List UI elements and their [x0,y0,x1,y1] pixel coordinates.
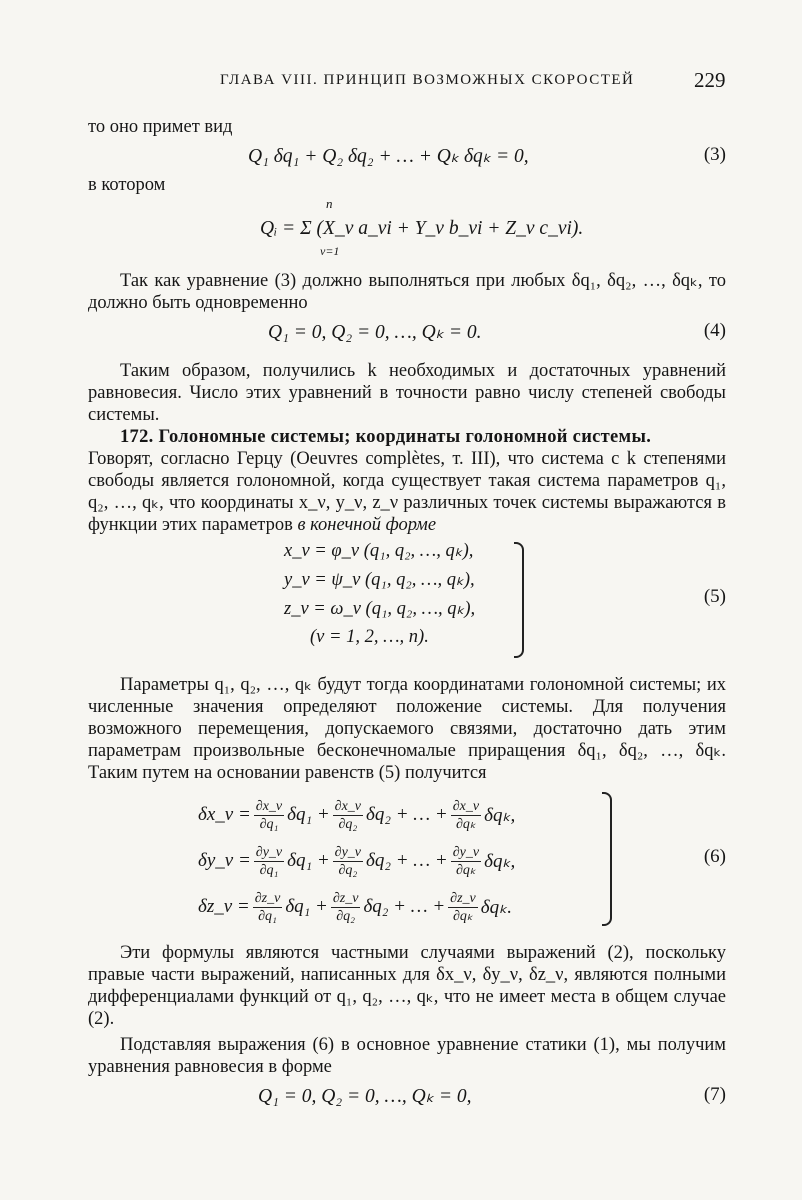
equation-6-rows [198,792,515,930]
fraction [333,798,363,833]
fraction [253,890,283,925]
term: δq₂ + … + [366,850,448,871]
numerator: ∂z_ν [450,890,476,906]
lhs: δy_ν = [198,850,251,871]
term: δqₖ. [480,896,512,918]
paragraph: то оно примет вид [88,117,233,137]
term: δq₁ + [287,850,330,871]
equation-number: (6) [703,846,726,867]
term: δq₂ + … + [363,896,446,917]
equation-6-row [198,792,515,838]
equation-3-body: Q₁ δq₁ + Q₂ δq₂ + … + Qₖ δqₖ = 0, [248,146,529,167]
numerator: ∂y_ν [255,844,283,860]
fraction [333,844,363,879]
page-number: 229 [694,68,726,92]
equation-5-rows [284,540,475,656]
term: δqₖ, [484,850,516,872]
sum-equation [88,196,726,262]
denominator: ∂qₖ [455,816,476,832]
fraction [451,798,481,833]
numerator: ∂y_ν [334,844,362,860]
fraction [254,844,284,879]
paragraph: Таким образом, получились k необходимых и достаточных уравнений равновесия. Число этих уравнений в точности равно числу степеней свободы системы. [88,361,726,425]
lhs: δx_ν = [198,804,251,825]
term: δq₂ + … + [366,804,448,825]
paragraph: Параметры q₁, q₂, …, qₖ будут тогда координатами голономной системы; их численные значения определяют положение системы. Для получения возможного перемещения, допускаемого связями, достаточно дать этим параметрам произвольные бесконечномалые приращения δq₁, δq₂, …, δqₖ. Таким путем на основании равенств (5) получится [88,675,726,783]
right-brace [602,792,612,926]
fraction [331,890,361,925]
numerator: ∂x_ν [334,798,362,814]
numerator: ∂y_ν [452,844,480,860]
sum-equation-body: Qᵢ = Σ (X_ν a_νi + Y_ν b_νi + Z_ν c_νi). [260,218,584,239]
running-title: ГЛАВА VIII. ПРИНЦИП ВОЗМОЖНЫХ СКОРОСТЕЙ [220,72,635,88]
section-title: 172. Голономные системы; координаты голономной системы. [120,427,652,447]
sum-lower-limit: ν=1 [320,244,340,258]
numerator: ∂x_ν [255,798,283,814]
equation-number: (7) [703,1084,726,1105]
equation-number: (4) [703,320,726,341]
denominator: ∂q₁ [259,816,279,832]
denominator: ∂q₂ [338,816,358,832]
equation-system-5 [88,536,726,664]
denominator: ∂q₁ [259,862,279,878]
term: δqₖ, [484,804,516,826]
fraction [448,890,478,925]
equation-5-row: (ν = 1, 2, …, n). [310,627,429,647]
equation-5-row: z_ν = ω_ν (q₁, q₂, …, qₖ), [284,599,476,619]
equation-5-row: y_ν = ψ_ν (q₁, q₂, …, qₖ), [284,570,475,590]
fraction [254,798,284,833]
denominator: ∂qₖ [453,908,473,924]
lhs: δz_ν = [198,896,250,917]
equation-system-6 [88,784,726,934]
denominator: ∂q₂ [336,908,356,924]
right-brace [514,542,524,658]
italic-phrase: в конечной форме [297,515,437,535]
page-content [88,116,726,1114]
term: δq₁ + [287,804,330,825]
equation-6-row [198,838,515,884]
paragraph: Так как уравнение (3) должно выполняться при любых δq₁, δq₂, …, δqₖ, то должно быть одновременно [88,271,726,313]
equation-4-body: Q₁ = 0, Q₂ = 0, …, Qₖ = 0. [268,322,482,343]
term: δq₁ + [285,896,328,917]
denominator: ∂q₂ [338,862,358,878]
sum-upper-limit: n [326,196,333,211]
page-header [0,70,802,98]
equation-5-row: x_ν = φ_ν (q₁, q₂, …, qₖ), [284,541,474,561]
fraction [451,844,481,879]
paragraph-text: Говорят, согласно Герцу (Oeuvres complètes, т. III), что система с k степенями свободы является голономной, когда существует такая система параметров q₁, q₂, …, qₖ, что координаты x_ν, y_ν, z_ν различных точек системы выражаются в функции этих параметров [88,449,726,535]
numerator: ∂z_ν [254,890,281,906]
numerator: ∂z_ν [332,890,359,906]
denominator: ∂q₁ [258,908,277,924]
numerator: ∂x_ν [452,798,480,814]
paragraph: в котором [88,175,166,195]
paragraph: Эти формулы являются частными случаями выражений (2), поскольку правые части выражений, написанных для δx_ν, δy_ν, δz_ν, являются полными дифференциалами функций от q₁, q₂, …, qₖ, что не имеет места в общем случае (2). [88,943,726,1029]
equation-number: (5) [703,586,726,607]
equation-3 [88,138,726,174]
equation-6-row [198,884,515,930]
denominator: ∂qₖ [455,862,476,878]
equation-4 [88,314,726,350]
paragraph [88,448,726,536]
equation-7-body: Q₁ = 0, Q₂ = 0, …, Qₖ = 0, [258,1086,472,1107]
equation-7 [88,1078,726,1114]
equation-number: (3) [703,144,726,165]
paragraph: Подставляя выражения (6) в основное уравнение статики (1), мы получим уравнения равновесия в форме [88,1035,726,1077]
